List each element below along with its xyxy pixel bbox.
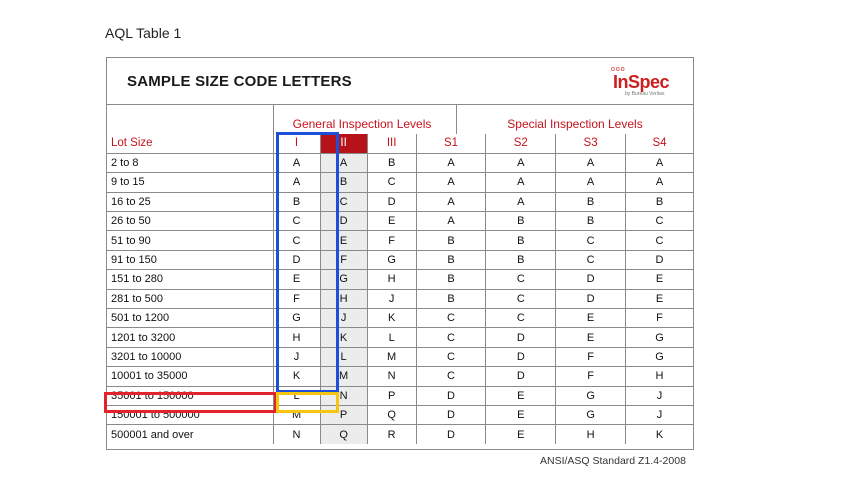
cell-s3: F: [556, 347, 626, 366]
cell-s3: E: [556, 328, 626, 347]
cell-level-ii: L: [320, 347, 367, 366]
cell-s1: B: [416, 270, 486, 289]
cell-s2: A: [486, 153, 556, 172]
cell-level-ii: Q: [320, 425, 367, 444]
page-title: AQL Table 1: [105, 25, 182, 41]
cell-s3: D: [556, 270, 626, 289]
cell-s4: F: [625, 309, 693, 328]
cell-s4: A: [625, 173, 693, 192]
cell-level-ii: C: [320, 192, 367, 211]
cell-level-iii: N: [367, 367, 416, 386]
cell-level-ii: D: [320, 212, 367, 231]
cell-s1: C: [416, 328, 486, 347]
special-levels-label: Special Inspection Levels: [507, 117, 643, 131]
cell-lot-size: 3201 to 10000: [107, 347, 273, 366]
cell-level-ii: M: [320, 367, 367, 386]
logo-mark: ooo: [611, 66, 626, 73]
cell-s2: A: [486, 192, 556, 211]
cell-level-ii: K: [320, 328, 367, 347]
table-row: [107, 405, 693, 424]
cell-lot-size: 91 to 150: [107, 250, 273, 269]
table-row: [107, 425, 693, 444]
cell-s1: A: [416, 153, 486, 172]
cell-level-ii: H: [320, 289, 367, 308]
divider: [273, 104, 274, 134]
cell-level-iii: F: [367, 231, 416, 250]
divider: [456, 104, 457, 134]
cell-level-i: B: [273, 192, 320, 211]
cell-level-i: N: [273, 425, 320, 444]
header-s4: S4: [625, 134, 693, 153]
cell-level-ii: E: [320, 231, 367, 250]
cell-level-iii: G: [367, 250, 416, 269]
cell-s2: D: [486, 328, 556, 347]
cell-s1: D: [416, 425, 486, 444]
cell-s4: G: [625, 347, 693, 366]
cell-s3: G: [556, 386, 626, 405]
cell-s4: J: [625, 405, 693, 424]
cell-level-i: A: [273, 153, 320, 172]
cell-s3: D: [556, 289, 626, 308]
table-row: [107, 153, 693, 172]
cell-s4: J: [625, 386, 693, 405]
cell-s1: B: [416, 231, 486, 250]
cell-s4: H: [625, 367, 693, 386]
cell-level-ii: P: [320, 405, 367, 424]
code-letter-table: [107, 134, 693, 444]
cell-s2: B: [486, 250, 556, 269]
cell-lot-size: 9 to 15: [107, 173, 273, 192]
cell-s1: A: [416, 173, 486, 192]
cell-s3: A: [556, 153, 626, 172]
cell-level-i: D: [273, 250, 320, 269]
card-title: SAMPLE SIZE CODE LETTERS: [127, 73, 352, 90]
cell-level-iii: B: [367, 153, 416, 172]
header-level-iii: III: [367, 134, 416, 153]
cell-s3: F: [556, 367, 626, 386]
cell-level-iii: P: [367, 386, 416, 405]
table-row: [107, 347, 693, 366]
cell-s2: D: [486, 347, 556, 366]
cell-s3: H: [556, 425, 626, 444]
cell-level-iii: Q: [367, 405, 416, 424]
cell-s1: B: [416, 289, 486, 308]
cell-s2: E: [486, 386, 556, 405]
cell-level-i: K: [273, 367, 320, 386]
cell-level-i: G: [273, 309, 320, 328]
cell-level-iii: K: [367, 309, 416, 328]
table-row: [107, 192, 693, 211]
header-level-i: I: [273, 134, 320, 153]
cell-level-i: A: [273, 173, 320, 192]
table-row: [107, 309, 693, 328]
cell-s3: E: [556, 309, 626, 328]
cell-level-i: C: [273, 212, 320, 231]
cell-s4: C: [625, 212, 693, 231]
cell-lot-size: 500001 and over: [111, 428, 194, 441]
cell-s2: E: [486, 405, 556, 424]
table-row: [107, 270, 693, 289]
standard-footnote: ANSI/ASQ Standard Z1.4-2008: [540, 455, 686, 467]
cell-lot-size: 10001 to 35000: [107, 367, 273, 386]
cell-s4: K: [625, 425, 693, 444]
table-row: [107, 289, 693, 308]
cell-level-i: L: [273, 386, 320, 405]
cell-level-i: M: [273, 405, 320, 424]
cell-level-i: F: [273, 289, 320, 308]
table-row: [107, 250, 693, 269]
cell-s2: B: [486, 212, 556, 231]
cell-lot-size: 1201 to 3200: [107, 328, 273, 347]
header-s2: S2: [486, 134, 556, 153]
cell-s1: A: [416, 192, 486, 211]
table-row: [107, 328, 693, 347]
cell-s1: A: [416, 212, 486, 231]
cell-s1: C: [416, 309, 486, 328]
table-header-row: [107, 134, 693, 153]
cell-lot-size: 35001 to 150000: [107, 386, 273, 405]
cell-level-iii: J: [367, 289, 416, 308]
cell-s4: D: [625, 250, 693, 269]
cell-level-ii: B: [320, 173, 367, 192]
cell-s2: A: [486, 173, 556, 192]
cell-lot-size: 26 to 50: [107, 212, 273, 231]
card-header: [107, 58, 693, 105]
cell-level-i: E: [273, 270, 320, 289]
table-row: [107, 173, 693, 192]
cell-s1: C: [416, 367, 486, 386]
cell-s2: C: [486, 289, 556, 308]
section-labels: [107, 104, 693, 134]
cell-lot-size: 501 to 1200: [107, 309, 273, 328]
cell-level-iii: E: [367, 212, 416, 231]
cell-lot-size: 51 to 90: [107, 231, 273, 250]
header-lot-size: Lot Size: [107, 134, 273, 153]
cell-lot-size: 150001 to 500000: [107, 405, 273, 424]
cell-level-i: H: [273, 328, 320, 347]
cell-s2: E: [486, 425, 556, 444]
general-levels-label: General Inspection Levels: [292, 117, 432, 131]
table-row: [107, 231, 693, 250]
cell-s3: A: [556, 173, 626, 192]
cell-s3: B: [556, 212, 626, 231]
cell-s3: G: [556, 405, 626, 424]
cell-level-iii: L: [367, 328, 416, 347]
cell-level-iii: R: [367, 425, 416, 444]
cell-s4: B: [625, 192, 693, 211]
cell-s2: D: [486, 367, 556, 386]
inspec-logo: [611, 66, 675, 98]
cell-lot-size: 281 to 500: [107, 289, 273, 308]
cell-s4: A: [625, 153, 693, 172]
cell-lot-size: 2 to 8: [107, 153, 273, 172]
cell-lot-size: 151 to 280: [107, 270, 273, 289]
table-row: [107, 367, 693, 386]
cell-level-i: J: [273, 347, 320, 366]
header-s3: S3: [556, 134, 626, 153]
cell-level-ii: A: [320, 153, 367, 172]
cell-level-iii: C: [367, 173, 416, 192]
aql-card: [106, 57, 694, 450]
cell-level-ii: N: [320, 386, 367, 405]
cell-s1: D: [416, 386, 486, 405]
cell-level-ii: G: [320, 270, 367, 289]
header-level-ii: II: [320, 134, 367, 153]
logo-name: InSpec: [613, 72, 670, 92]
cell-s3: C: [556, 231, 626, 250]
cell-s3: B: [556, 192, 626, 211]
cell-level-i: C: [273, 231, 320, 250]
cell-s1: D: [416, 405, 486, 424]
cell-level-ii: J: [320, 309, 367, 328]
cell-s4: G: [625, 328, 693, 347]
header-s1: S1: [416, 134, 486, 153]
cell-level-iii: H: [367, 270, 416, 289]
cell-s4: E: [625, 270, 693, 289]
cell-s1: B: [416, 250, 486, 269]
cell-s3: C: [556, 250, 626, 269]
cell-level-iii: M: [367, 347, 416, 366]
cell-s2: C: [486, 309, 556, 328]
logo-tagline: by Bureau Veritas: [625, 91, 665, 97]
cell-level-ii: F: [320, 250, 367, 269]
cell-lot-size: 16 to 25: [107, 192, 273, 211]
cell-s4: E: [625, 289, 693, 308]
cell-s4: C: [625, 231, 693, 250]
cell-s2: C: [486, 270, 556, 289]
cell-level-iii: D: [367, 192, 416, 211]
cell-s1: C: [416, 347, 486, 366]
cell-s2: B: [486, 231, 556, 250]
table-row: [107, 386, 693, 405]
table-row: [107, 212, 693, 231]
